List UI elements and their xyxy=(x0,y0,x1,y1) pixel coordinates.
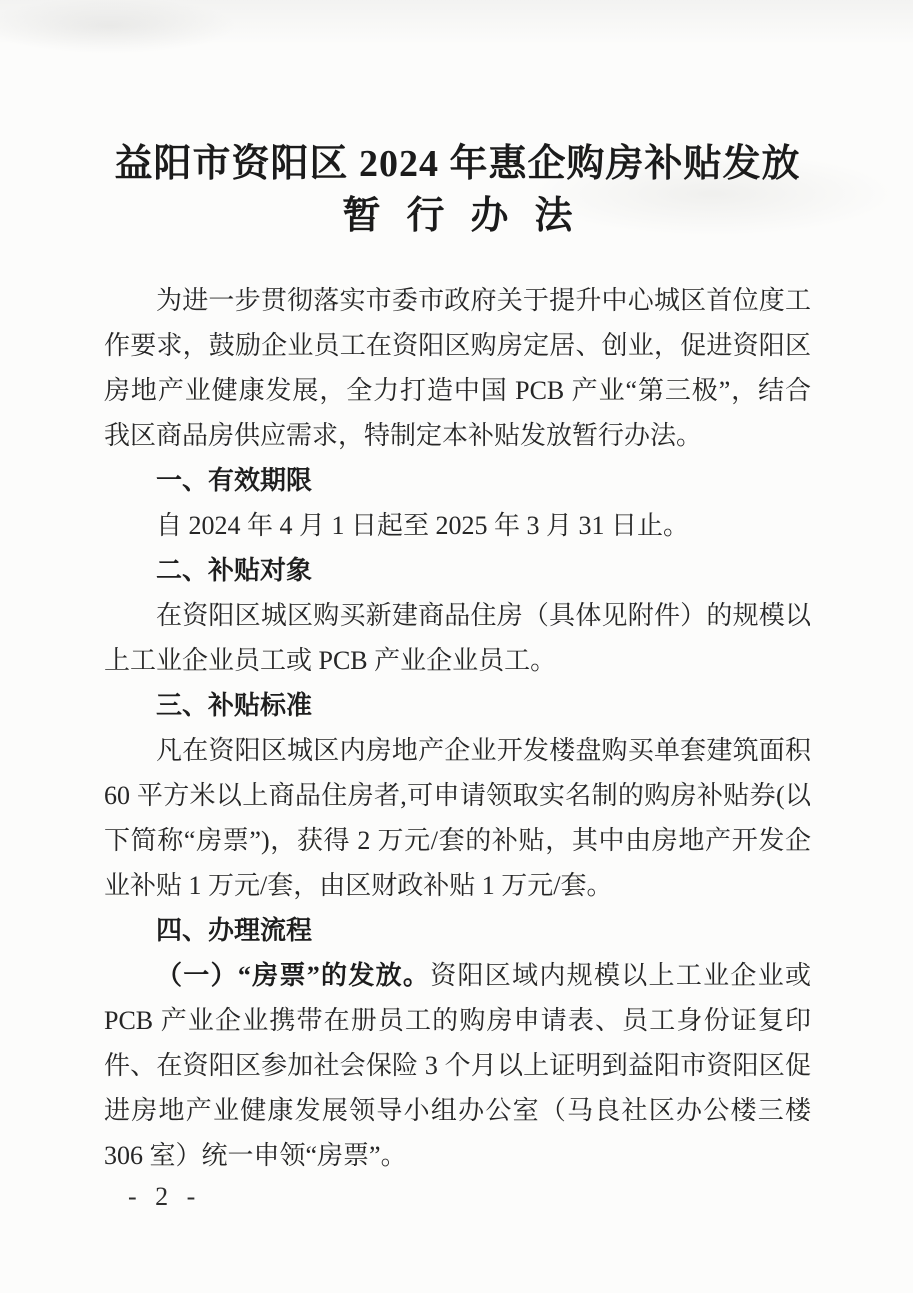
section-4-heading: 四、办理流程 xyxy=(156,915,313,945)
section-2-heading: 二、补贴对象 xyxy=(156,555,313,585)
section-4-item-label: （一）“房票”的发放。 xyxy=(156,961,431,990)
section-4-item-text: 资阳区域内规模以上工业企业或 PCB 产业企业携带在册员工的购房申请表、员工身份证复印件、在资阳区参加社会保险 3 个月以上证明到益阳市资阳区促进房地产业健康发展领导小组办公室（马良社区办公楼三楼 306 室）统一申领“房票”。 xyxy=(104,961,811,1170)
section-3-text: 凡在资阳区城区内房地产企业开发楼盘购买单套建筑面积 60 平方米以上商品住房者,可申请领取实名制的购房补贴券(以下简称“房票”)，获得 2 万元/套的补贴，其中由房地产开发企业补贴 1 万元/套，由区财政补贴 1 万元/套。 xyxy=(104,736,811,900)
page-number: - 2 - xyxy=(128,1182,202,1211)
section-1-heading: 一、有效期限 xyxy=(156,465,313,495)
section-2-text: 在资阳区城区购买新建商品住房（具体见附件）的规模以上工业企业员工或 PCB 产业企业员工。 xyxy=(104,601,811,675)
document-body xyxy=(104,278,811,1178)
section-1-text: 自 2024 年 4 月 1 日起至 2025 年 3 月 31 日止。 xyxy=(156,511,690,540)
document-title-line-2: 暂行办法 xyxy=(342,195,599,237)
section-3-heading: 三、补贴标准 xyxy=(156,690,313,720)
document-title-line-1: 益阳市资阳区 2024 年惠企购房补贴发放 xyxy=(114,143,801,185)
document-title xyxy=(104,138,811,242)
document-content xyxy=(104,138,811,1178)
intro-paragraph: 为进一步贯彻落实市委市政府关于提升中心城区首位度工作要求，鼓励企业员工在资阳区购房定居、创业，促进资阳区房地产业健康发展，全力打造中国 PCB 产业“第三极”，结合我区商品房供应需求，特制定本补贴发放暂行办法。 xyxy=(104,286,811,450)
section-4-item xyxy=(104,953,811,1178)
